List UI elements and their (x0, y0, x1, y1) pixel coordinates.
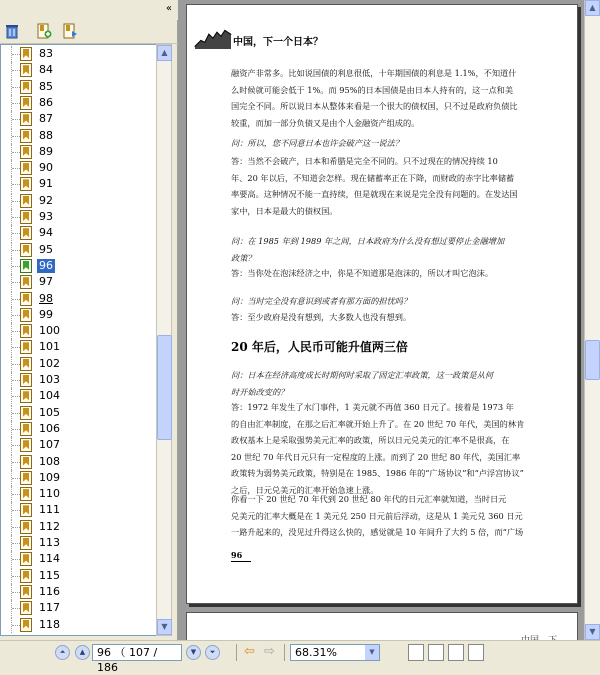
tree-line (12, 527, 20, 528)
goto-bookmark-icon[interactable] (62, 23, 78, 39)
tree-line (12, 152, 20, 153)
tree-line (12, 331, 20, 332)
text-line: 问：在 1985 年到 1989 年之间，日本政府为什么没有想过要停止金融增加 (231, 236, 505, 246)
bookmark-item[interactable] (1, 144, 157, 160)
bookmark-label: 84 (39, 63, 53, 77)
doc-scroll-up-button[interactable]: ▲ (585, 0, 600, 16)
text-line: 政策转为弱势美元政策，特别是在 1985、1986 年的“广场协议”和“卢浮宫协议” (231, 468, 524, 478)
scroll-down-button[interactable]: ▼ (157, 619, 172, 635)
bookmarks-scrollbar[interactable] (156, 44, 172, 636)
text-line: 融资产非常多。比如说国债的利息很低，十年期国债的利息是 1.1%，不知道什 (231, 68, 517, 78)
bookmark-item[interactable] (1, 323, 157, 339)
bookmark-item[interactable] (1, 437, 157, 453)
text-line: 率要高。这种情况不能一直持续，但是就现在来说是完全没有问题的。在发达国 (231, 189, 518, 199)
bookmark-icon (20, 373, 32, 387)
bookmark-icon (20, 112, 32, 126)
tree-line (12, 510, 20, 511)
bookmark-label: 97 (39, 275, 53, 289)
bookmark-label: 88 (39, 128, 53, 142)
bookmark-item[interactable] (1, 470, 157, 486)
bookmark-item[interactable] (1, 372, 157, 388)
tree-line (12, 103, 20, 104)
page-number-input[interactable]: 96 （ 107 / 186 (92, 644, 182, 661)
bookmark-label: 95 (39, 242, 53, 256)
tree-line (12, 315, 20, 316)
answer-4 (231, 399, 549, 498)
bookmark-label: 111 (39, 503, 60, 517)
scroll-thumb[interactable] (157, 335, 172, 440)
bookmark-icon (20, 552, 32, 566)
bookmark-label: 90 (39, 161, 53, 175)
doc-scroll-down-button[interactable]: ▼ (585, 624, 600, 640)
back-icon[interactable]: ⇦ (244, 644, 255, 659)
paragraph-last (231, 491, 549, 541)
bookmark-label: 118 (39, 617, 60, 631)
bookmark-label: 98 (39, 291, 53, 305)
last-page-icon[interactable]: ⏷ (205, 645, 220, 660)
bookmarks-panel (0, 0, 178, 640)
bookmark-item[interactable] (1, 209, 157, 225)
bookmark-label: 87 (39, 112, 53, 126)
tree-line (12, 462, 20, 463)
bookmark-item[interactable] (1, 274, 157, 290)
bookmark-label: 86 (39, 95, 53, 109)
bookmark-item[interactable] (1, 111, 157, 127)
bookmark-label: 89 (39, 144, 53, 158)
page-number-rule (231, 561, 251, 562)
tree-line (12, 396, 20, 397)
bookmark-item[interactable] (1, 79, 157, 95)
bookmark-icon (20, 618, 32, 632)
text-line: 一路升起来的，没见过升得这么快的，感觉就是 10 年间升了大约 5 倍，而“广场 (231, 527, 524, 537)
text-line: 你看一下 20 世纪 70 年代到 20 世纪 80 年代的日元汇率就知道，当时日元 (231, 494, 507, 504)
bookmark-label: 107 (39, 438, 60, 452)
bookmark-item[interactable] (1, 584, 157, 600)
document-page (186, 4, 578, 604)
document-view[interactable] (178, 0, 600, 640)
bookmark-label: 105 (39, 405, 60, 419)
bookmark-item[interactable] (1, 405, 157, 421)
bookmark-icon (20, 422, 32, 436)
bookmark-item[interactable] (1, 242, 157, 258)
tree-line (12, 282, 20, 283)
bookmark-icon (20, 80, 32, 94)
next-page-icon[interactable]: ▼ (186, 645, 201, 660)
text-line: 的自由汇率制度，在那之后汇率就开始上升了。在 20 世纪 70 年代，美国的林肯 (231, 418, 525, 429)
bookmark-label: 92 (39, 193, 53, 207)
bookmark-icon (20, 340, 32, 354)
document-scrollbar[interactable] (584, 0, 600, 640)
tree-line (12, 413, 20, 414)
bookmark-label: 109 (39, 470, 60, 484)
text-line: 之后，日元兑美元的汇率开始急速上涨。 (231, 484, 379, 495)
single-page-view-icon[interactable] (408, 644, 424, 661)
text-line: 答：当然不会破产，日本和希腊是完全不同的。只不过现在的情况持续 10 (231, 156, 498, 166)
chevron-down-icon[interactable]: ▼ (365, 645, 379, 660)
bookmark-label: 115 (39, 568, 60, 582)
question-1: 问：所以，您不同意日本也许会破产这一说法？ (231, 138, 403, 148)
bookmark-item[interactable] (1, 95, 157, 111)
bookmark-icon (20, 438, 32, 452)
page-number: 96 (231, 550, 243, 560)
bookmark-icon (20, 503, 32, 517)
bookmark-label: 110 (39, 487, 60, 501)
bookmark-label: 83 (39, 47, 53, 60)
question-3: 问：当时完全没有意识到或者有那方面的担忧吗？ (231, 296, 412, 306)
section-heading: 20 年后，人民币可能升值两三倍 (231, 340, 408, 354)
continuous-view-icon[interactable] (428, 644, 444, 661)
bookmark-item[interactable] (1, 454, 157, 470)
tree-line (12, 364, 20, 365)
bookmark-label: 104 (39, 389, 60, 403)
bookmark-item[interactable] (1, 600, 157, 616)
bookmark-icon (20, 275, 32, 289)
bookmark-icon (20, 455, 32, 469)
bookmark-icon (20, 308, 32, 322)
tree-line (12, 625, 20, 626)
tree-line (12, 119, 20, 120)
paragraph-top (231, 65, 549, 131)
bookmark-label: 112 (39, 519, 60, 533)
text-line: 时开始改变的？ (231, 386, 289, 397)
bookmark-label: 114 (39, 552, 60, 566)
bookmark-icon (20, 47, 32, 61)
bookmark-icon (20, 96, 32, 110)
bookmark-label: 116 (39, 584, 60, 598)
bookmark-item[interactable] (1, 339, 157, 355)
text-line: 家中，日本是最大的债权国。 (231, 205, 338, 216)
tree-line (12, 250, 20, 251)
bookmark-icon (20, 520, 32, 534)
bookmark-item[interactable] (1, 421, 157, 437)
separator (236, 644, 237, 661)
bookmark-item[interactable] (1, 160, 157, 176)
tree-line (12, 347, 20, 348)
tree-line (12, 445, 20, 446)
tree-line (12, 478, 20, 479)
bookmark-item[interactable] (1, 486, 157, 502)
tree-line (12, 592, 20, 593)
bookmark-label: 113 (39, 536, 60, 549)
bookmark-icon (20, 243, 32, 257)
answer-2: 答：当你处在泡沫经济之中，你是不知道那是泡沫的，所以才叫它泡沫。 (231, 268, 494, 278)
tree-line (12, 266, 20, 267)
continuous-facing-view-icon[interactable] (468, 644, 484, 661)
text-line: 国完全不同。所以说日本从整体来看是一个很大的债权国，只不过是政府负债比 (231, 101, 518, 111)
tree-line (12, 494, 20, 495)
bookmark-item[interactable] (1, 617, 157, 633)
text-line: 较重，而加一部分负债又是由个人金融资产组成的。 (231, 117, 420, 128)
bookmark-icon (20, 145, 32, 159)
bookmark-icon (20, 161, 32, 175)
bookmark-icon (20, 194, 32, 208)
bookmark-icon (20, 471, 32, 485)
bookmarks-toolbar (0, 20, 178, 44)
separator (284, 644, 285, 661)
text-line: 20 世纪 70 年代日元只有一定程度的上涨。而到了 20 世纪 80 年代，美国汇率 (231, 451, 521, 462)
bookmark-icon (20, 536, 32, 550)
facing-view-icon[interactable] (448, 644, 464, 661)
text-line: 兑美元的汇率大概是在 1 美元兑 250 日元前后浮动，这是从 1 美元兑 360 日元 (231, 510, 523, 521)
bookmark-item[interactable] (1, 258, 157, 274)
tree-line (12, 168, 20, 169)
text-line: 年、20 年以后，不知道会怎样。现在储蓄率正在下降，而财政的赤字比率储蓄 (231, 172, 515, 183)
bookmark-label: 102 (39, 356, 60, 370)
bookmark-icon (20, 129, 32, 143)
question-2 (231, 233, 549, 266)
bookmark-item[interactable] (1, 176, 157, 192)
tree-line (12, 380, 20, 381)
bookmark-item[interactable] (1, 307, 157, 323)
text-line: 政策？ (231, 252, 256, 263)
text-line: 问：日本在经济高度成长时期何时采取了固定汇率政策，这一政策是从何 (231, 370, 494, 380)
prev-page-icon[interactable]: ▲ (75, 645, 90, 660)
status-bar (0, 640, 600, 674)
tree-line (12, 299, 20, 300)
answer-1 (231, 153, 549, 219)
bookmark-item[interactable] (1, 128, 157, 144)
bookmark-label: 94 (39, 226, 53, 240)
bookmark-label: 100 (39, 324, 60, 338)
collapse-panel-button[interactable]: « (165, 3, 172, 14)
bookmark-label: 117 (39, 601, 60, 615)
bookmark-icon (20, 324, 32, 338)
bookmark-item[interactable] (1, 193, 157, 209)
bookmark-icon (20, 569, 32, 583)
doc-scroll-thumb[interactable] (585, 340, 600, 380)
running-header: 中国，下一个日本？ (233, 37, 323, 48)
bookmark-icon (20, 210, 32, 224)
bookmark-label: 108 (39, 454, 60, 468)
bookmark-label: 85 (39, 79, 53, 93)
tree-line (12, 54, 20, 55)
panel-header (0, 0, 178, 20)
tree-line (12, 87, 20, 88)
forward-icon[interactable]: ⇨ (264, 644, 275, 659)
bookmark-item[interactable] (1, 388, 157, 404)
bookmark-tree[interactable] (0, 44, 156, 636)
scroll-up-button[interactable]: ▲ (157, 45, 172, 61)
trash-icon[interactable] (4, 23, 20, 39)
bookmark-label: 103 (39, 373, 60, 386)
answer-3: 答：至少政府是没有想到，大多数人也没有想到。 (231, 312, 412, 322)
bookmark-label: 106 (39, 421, 60, 435)
first-page-icon[interactable]: ⏶ (55, 645, 70, 660)
bookmark-icon (20, 487, 32, 501)
text-line: 答：1972 年发生了水门事件，1 美元就不再值 360 日元了。接着是 1973 年 (231, 402, 514, 412)
bookmark-label: 91 (39, 177, 53, 191)
tree-line (12, 70, 20, 71)
tree-line (12, 184, 20, 185)
bookmark-item[interactable] (1, 535, 157, 551)
bookmark-label: 101 (39, 340, 60, 354)
bookmark-item[interactable] (1, 551, 157, 567)
bookmark-item[interactable] (1, 356, 157, 372)
question-4 (231, 367, 549, 400)
tree-line (12, 559, 20, 560)
bookmark-icon (20, 585, 32, 599)
bookmark-icon (20, 63, 32, 77)
tree-line (12, 233, 20, 234)
text-line: 么时候就可能会低于 1%。而 95%的日本国债是由日本人持有的，这一点和美 (231, 84, 514, 95)
bookmark-icon (20, 177, 32, 191)
bookmark-icon (20, 259, 32, 273)
bookmark-icon (20, 601, 32, 615)
bookmark-icon (20, 226, 32, 240)
bookmark-item[interactable] (1, 46, 157, 62)
bookmark-item[interactable] (1, 62, 157, 78)
bookmark-icon (20, 292, 32, 306)
text-line: 政权基本上是采取强势美元汇率的政策，所以日元兑美元的汇率不是很高，在 (231, 435, 510, 445)
bookmark-item[interactable] (1, 519, 157, 535)
tree-line (12, 576, 20, 577)
tree-line (12, 217, 20, 218)
zoom-value: 68.31% (295, 646, 337, 659)
tree-line (12, 201, 20, 202)
tree-line (12, 429, 20, 430)
page-header (195, 19, 565, 49)
bookmark-item[interactable] (1, 291, 157, 307)
bookmark-icon (20, 406, 32, 420)
zoom-select[interactable] (290, 644, 380, 661)
great-wall-logo-icon (195, 27, 231, 49)
bookmark-label: 99 (39, 307, 53, 321)
bookmark-label: 96 (39, 258, 53, 272)
add-bookmark-icon[interactable] (36, 23, 52, 39)
tree-line (12, 608, 20, 609)
bookmark-item[interactable] (1, 502, 157, 518)
tree-line (12, 543, 20, 544)
bookmark-label: 93 (39, 210, 53, 223)
bookmark-icon (20, 357, 32, 371)
bookmark-item[interactable] (1, 568, 157, 584)
tree-line (12, 136, 20, 137)
bookmark-item[interactable] (1, 225, 157, 241)
bookmark-icon (20, 389, 32, 403)
